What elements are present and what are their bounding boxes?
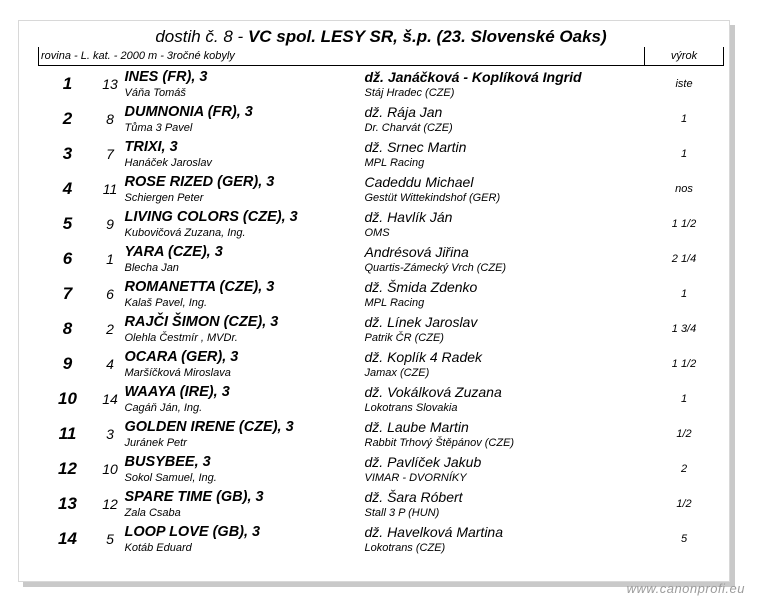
start-number: 3 <box>106 425 114 442</box>
owner-name: VIMAR - DVORNÍKY <box>364 472 467 484</box>
place: 10 <box>58 388 77 408</box>
result-row-detail <box>39 505 724 521</box>
result-row <box>39 206 724 225</box>
start-number: 11 <box>102 180 118 197</box>
start-number: 12 <box>102 495 118 512</box>
start-number: 8 <box>106 110 114 127</box>
place: 4 <box>62 178 73 198</box>
place: 5 <box>62 213 73 233</box>
owner-name: Dr. Charvát (CZE) <box>364 122 453 134</box>
result-row-detail <box>39 540 724 556</box>
owner-name: MPL Racing <box>364 157 425 169</box>
owner-name: Stall 3 P (HUN) <box>364 507 440 519</box>
margin: 2 1/4 <box>671 252 697 265</box>
trainer-name: Váňa Tomáš <box>124 87 186 99</box>
owner-name: MPL Racing <box>364 297 425 309</box>
trainer-name: Cagáň Ján, Ing. <box>124 402 203 414</box>
horse-name: LOOP LOVE (GB), 3 <box>124 524 261 540</box>
horse-name: BUSYBEE, 3 <box>124 454 211 470</box>
horse-name: DUMNONIA (FR), 3 <box>124 104 253 120</box>
horse-name: GOLDEN IRENE (CZE), 3 <box>124 419 294 435</box>
horse-name: YARA (CZE), 3 <box>124 244 223 260</box>
place: 13 <box>58 493 77 513</box>
place: 3 <box>62 143 73 163</box>
result-row <box>39 416 724 435</box>
result-row-detail <box>39 400 724 416</box>
result-row <box>39 381 724 400</box>
start-number: 6 <box>106 285 114 302</box>
trainer-name: Hanáček Jaroslav <box>124 157 212 169</box>
result-row-detail <box>39 365 724 381</box>
start-number: 13 <box>102 75 118 92</box>
jockey-name: dž. Pavlíček Jakub <box>364 454 482 470</box>
margin: 1/2 <box>676 427 692 440</box>
result-row <box>39 346 724 365</box>
margin-header: výrok <box>645 47 724 66</box>
place: 14 <box>58 528 77 548</box>
margin: nos <box>675 182 693 195</box>
jockey-name: dž. Havlík Ján <box>364 209 453 225</box>
trainer-name: Schiergen Peter <box>124 192 204 204</box>
margin: 1 <box>680 112 688 125</box>
margin: 1 <box>680 147 688 160</box>
owner-name: Rabbit Trhový Štěpánov (CZE) <box>364 437 515 449</box>
result-row-detail <box>39 155 724 171</box>
horse-name: INES (FR), 3 <box>124 69 208 85</box>
jockey-name: dž. Havelková Martina <box>364 524 504 540</box>
trainer-name: Zala Csaba <box>124 507 181 519</box>
jockey-name: dž. Línek Jaroslav <box>364 314 478 330</box>
start-number: 9 <box>106 215 114 232</box>
result-row <box>39 311 724 330</box>
result-row <box>39 66 724 86</box>
result-row-detail <box>39 435 724 451</box>
watermark: www.canonprofi.eu <box>626 581 745 596</box>
horse-name: RAJČI ŠIMON (CZE), 3 <box>124 314 279 330</box>
horse-name: LIVING COLORS (CZE), 3 <box>124 209 298 225</box>
margin: 5 <box>680 532 688 545</box>
jockey-name: dž. Šmida Zdenko <box>364 279 478 295</box>
owner-name: OMS <box>364 227 390 239</box>
trainer-name: Blecha Jan <box>124 262 179 274</box>
trainer-name: Juránek Petr <box>124 437 187 449</box>
trainer-name: Maršíčková Miroslava <box>124 367 231 379</box>
result-row <box>39 276 724 295</box>
place: 9 <box>62 353 73 373</box>
horse-name: ROSE RIZED (GER), 3 <box>124 174 275 190</box>
race-name: VC spol. LESY SR, š.p. (23. Slovenské Oaks) <box>247 27 607 46</box>
race-prefix: dostih č. 8 - <box>155 27 248 46</box>
race-info: rovina - L. kat. - 2000 m - 3ročné kobyly <box>39 47 645 66</box>
owner-name: Lokotrans Slovakia <box>364 402 458 414</box>
start-number: 1 <box>106 250 114 267</box>
trainer-name: Kotáb Eduard <box>124 542 192 554</box>
trainer-name: Olehla Čestmír , MVDr. <box>124 332 238 344</box>
race-results-table <box>38 27 724 556</box>
result-row <box>39 521 724 540</box>
result-row-detail <box>39 470 724 486</box>
result-row-detail <box>39 295 724 311</box>
margin: 1/2 <box>676 497 692 510</box>
jockey-name: dž. Srnec Martin <box>364 139 467 155</box>
owner-name: Stáj Hradec (CZE) <box>364 87 455 99</box>
horse-name: SPARE TIME (GB), 3 <box>124 489 264 505</box>
place: 11 <box>58 423 77 443</box>
result-row <box>39 171 724 190</box>
horse-name: ROMANETTA (CZE), 3 <box>124 279 275 295</box>
horse-name: TRIXI, 3 <box>124 139 178 155</box>
jockey-name: dž. Koplík 4 Radek <box>364 349 483 365</box>
place: 12 <box>58 458 77 478</box>
result-row <box>39 101 724 120</box>
result-row <box>39 136 724 155</box>
horse-name: WAAYA (IRE), 3 <box>124 384 230 400</box>
jockey-name: dž. Rája Jan <box>364 104 443 120</box>
jockey-name: Cadeddu Michael <box>364 174 474 190</box>
result-row-detail <box>39 225 724 241</box>
result-row <box>39 241 724 260</box>
trainer-name: Kubovičová Zuzana, Ing. <box>124 227 246 239</box>
trainer-name: Tůma 3 Pavel <box>124 122 193 134</box>
place: 7 <box>62 283 73 303</box>
jockey-name: dž. Šara Róbert <box>364 489 463 505</box>
result-row <box>39 451 724 470</box>
owner-name: Lokotrans (CZE) <box>364 542 446 554</box>
jockey-name: dž. Laube Martin <box>364 419 469 435</box>
margin: 2 <box>680 462 688 475</box>
margin: 1 <box>680 287 688 300</box>
start-number: 2 <box>106 320 114 337</box>
place: 1 <box>62 73 73 93</box>
result-row-detail <box>39 260 724 276</box>
place: 2 <box>62 108 73 128</box>
owner-name: Quartis-Zámecký Vrch (CZE) <box>364 262 507 274</box>
owner-name: Jamax (CZE) <box>364 367 430 379</box>
jockey-name: dž. Vokálková Zuzana <box>364 384 502 400</box>
start-number: 5 <box>106 530 114 547</box>
trainer-name: Kalaš Pavel, Ing. <box>124 297 208 309</box>
jockey-name: Andrésová Jiřina <box>364 244 469 260</box>
owner-name: Gestüt Wittekindshof (GER) <box>364 192 501 204</box>
margin: 1 <box>680 392 688 405</box>
start-number: 10 <box>102 460 118 477</box>
horse-name: OCARA (GER), 3 <box>124 349 239 365</box>
place: 8 <box>62 318 73 338</box>
margin: 1 1/2 <box>671 357 697 370</box>
place: 6 <box>62 248 73 268</box>
result-row-detail <box>39 85 724 101</box>
result-row-detail <box>39 330 724 346</box>
race-title <box>39 27 724 47</box>
result-row-detail <box>39 120 724 136</box>
margin: 1 1/2 <box>671 217 697 230</box>
result-row-detail <box>39 190 724 206</box>
start-number: 14 <box>102 390 118 407</box>
trainer-name: Sokol Samuel, Ing. <box>124 472 217 484</box>
start-number: 4 <box>106 355 114 372</box>
start-number: 7 <box>106 145 114 162</box>
owner-name: Patrik ČR (CZE) <box>364 332 444 344</box>
jockey-name: dž. Janáčková - Koplíková Ingrid <box>364 69 582 85</box>
result-row <box>39 486 724 505</box>
margin: iste <box>675 77 693 90</box>
margin: 1 3/4 <box>671 322 697 335</box>
